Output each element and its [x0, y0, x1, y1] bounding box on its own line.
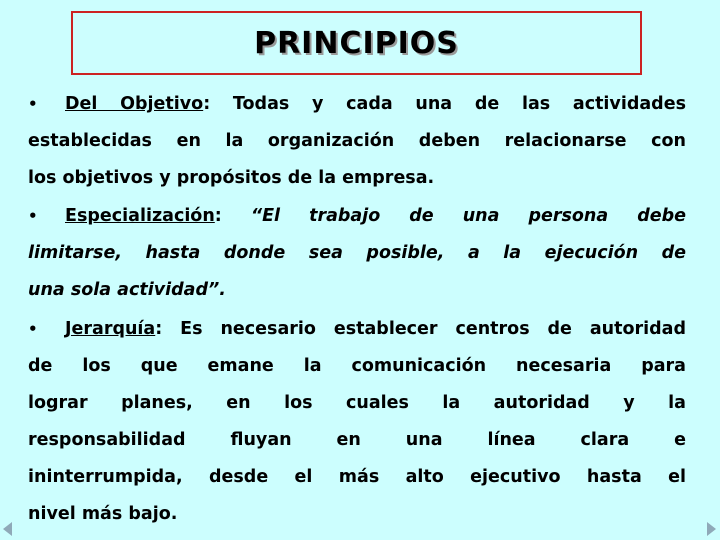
- bullet-line: limitarse, hasta donde sea posible, a la ejecución de: [28, 243, 686, 263]
- term-separator: :: [203, 94, 211, 114]
- bullet-dot: •: [28, 320, 38, 338]
- bullet-line: de los que emane la comunicación necesaria para: [28, 356, 686, 376]
- term-separator: :: [155, 319, 163, 339]
- triangle-left-icon[interactable]: [3, 522, 12, 536]
- page-title: PRINCIPIOS: [254, 25, 459, 61]
- bullet-line: establecidas en la organización deben relacionarse con: [28, 131, 686, 151]
- principle-jerarquia: [28, 311, 686, 533]
- bullet-line: [65, 311, 686, 348]
- bullet-line: [65, 86, 686, 123]
- principle-term: Del Objetivo: [65, 94, 204, 114]
- bullet-line: una sola actividad”.: [28, 280, 226, 300]
- bullet-line: ininterrumpida, desde el más alto ejecutivo hasta el: [28, 467, 686, 487]
- term-separator: :: [214, 206, 222, 226]
- bullet-text: Todas y cada una de las actividades: [210, 94, 686, 114]
- triangle-right-icon[interactable]: [707, 522, 716, 536]
- bullet-line: lograr planes, en los cuales la autoridad y la: [28, 393, 686, 413]
- principle-especializacion: [28, 198, 686, 309]
- bullet-dot: •: [28, 207, 38, 225]
- title-box: [71, 11, 642, 75]
- bullet-line: [65, 198, 686, 235]
- bullet-line: responsabilidad fluyan en una línea clara e: [28, 430, 686, 450]
- bullet-line: nivel más bajo.: [28, 504, 178, 524]
- bullet-text: Es necesario establecer centros de autoridad: [162, 319, 686, 339]
- principle-term: Especialización: [65, 206, 215, 226]
- bullet-dot: •: [28, 95, 38, 113]
- bullet-body: [28, 198, 686, 309]
- principle-term: Jerarquía: [65, 319, 156, 339]
- bullet-body: [28, 86, 686, 197]
- bullet-body: [28, 311, 686, 533]
- bullet-line: los objetivos y propósitos de la empresa.: [28, 168, 435, 188]
- principle-objetivo: [28, 86, 686, 197]
- bullet-text: “El trabajo de una persona debe: [221, 206, 686, 226]
